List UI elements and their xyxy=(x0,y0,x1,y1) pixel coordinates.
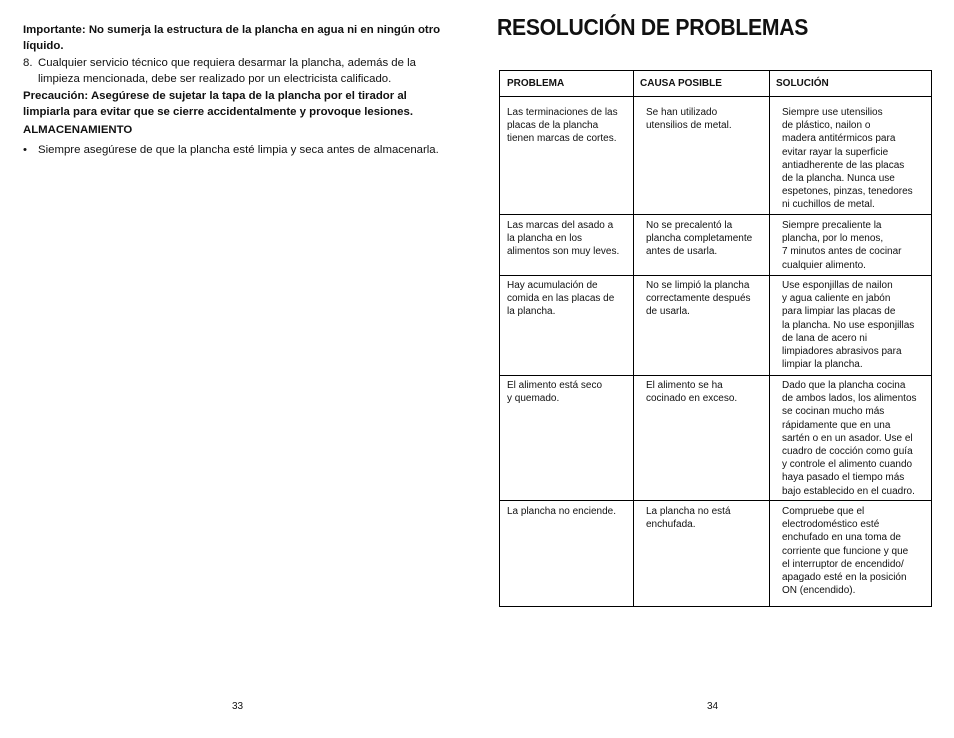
header-problem: PROBLEMA xyxy=(500,71,633,97)
bullet-text: Siempre asegúrese de que la plancha esté limpia y seca antes de almacenarla. xyxy=(38,144,439,156)
table-cell-solution: Siempre use utensilios de plástico, nailon o madera antitérmicos para evitar rayar la superficie antiadherente de las placas de la plancha. Nunca use espetones, pinzas, tenedores ni cuchillos de metal. xyxy=(782,107,913,211)
storage-bullet xyxy=(23,142,453,158)
row-divider xyxy=(769,375,931,376)
row-divider xyxy=(769,275,931,276)
table-cell-problem: Las terminaciones de las placas de la plancha tienen marcas de cortes. xyxy=(507,107,618,145)
row-divider xyxy=(633,214,769,215)
table-cell-solution: Compruebe que el electrodoméstico esté enchufado en una toma de corriente que funcione y que el interruptor de encendido/ apagado esté en la posición ON (encendido). xyxy=(782,506,909,597)
troubleshooting-table xyxy=(499,70,932,607)
table-cell-cause: El alimento se ha cocinado en exceso. xyxy=(646,380,738,405)
table-cell-problem: Las marcas del asado a la plancha en los alimentos son muy leves. xyxy=(507,220,620,258)
table-cell-cause: No se limpió la plancha correctamente después de usarla. xyxy=(646,280,751,318)
page-number-right: 34 xyxy=(707,701,719,712)
row-divider xyxy=(633,275,769,276)
important-note: Importante: No sumerja la estructura de la plancha en agua ni en ningún otro líquido. xyxy=(23,24,441,53)
row-divider xyxy=(500,275,633,276)
table-cell-cause: La plancha no está enchufada. xyxy=(646,506,731,531)
row-divider xyxy=(500,375,633,376)
page-title: RESOLUCIÓN DE PROBLEMAS xyxy=(497,14,809,40)
numbered-item-8 xyxy=(23,55,453,88)
row-divider xyxy=(500,214,633,215)
row-divider xyxy=(500,500,633,501)
right-page xyxy=(477,0,954,738)
table-cell-solution: Dado que la plancha cocina de ambos lados, los alimentos se cocinan mucho más rápidamente que en una sartén o en un asador. Use el cuadro de cocción como guía y controle el alimento cuando haya pasado el tiempo más bajo establecido en el cuadro. xyxy=(782,380,917,497)
table-cell-cause: Se han utilizado utensilios de metal. xyxy=(646,107,732,132)
row-divider xyxy=(633,375,769,376)
item-text: Cualquier servicio técnico que requiera desarmar la plancha, además de la limpieza mencionada, debe ser realizado por un electricista calificado. xyxy=(38,57,416,86)
table-cell-problem: La plancha no enciende. xyxy=(507,506,616,517)
row-divider xyxy=(769,500,931,501)
table-cell-cause: No se precalentó la plancha completamente antes de usarla. xyxy=(646,220,753,258)
table-cell-problem: Hay acumulación de comida en las placas de la plancha. xyxy=(507,280,615,318)
bullet-mark: • xyxy=(23,144,27,156)
table-cell-solution: Use esponjillas de nailon y agua caliente en jabón para limpiar las placas de la plancha. No use esponjillas de lana de acero ni limpiadores abrasivos para limpiar la plancha. xyxy=(782,280,915,371)
page-number-left: 33 xyxy=(232,701,244,712)
header-cause: CAUSA POSIBLE xyxy=(633,71,769,97)
precaution-note: Precaución: Asegúrese de sujetar la tapa de la plancha por el tirador al limpiarla para evitar que se cierre accidentalmente y provoque lesiones. xyxy=(23,90,413,119)
row-divider xyxy=(633,500,769,501)
column-problem xyxy=(500,71,633,606)
item-number: 8. xyxy=(23,57,33,69)
header-solution: SOLUCIÓN xyxy=(769,71,931,97)
table-cell-solution: Siempre precaliente la plancha, por lo menos, 7 minutos antes de cocinar cualquier alimento. xyxy=(782,220,902,271)
row-divider xyxy=(769,214,931,215)
storage-heading: ALMACENAMIENTO xyxy=(23,124,133,136)
table-cell-problem: El alimento está seco y quemado. xyxy=(507,380,603,405)
